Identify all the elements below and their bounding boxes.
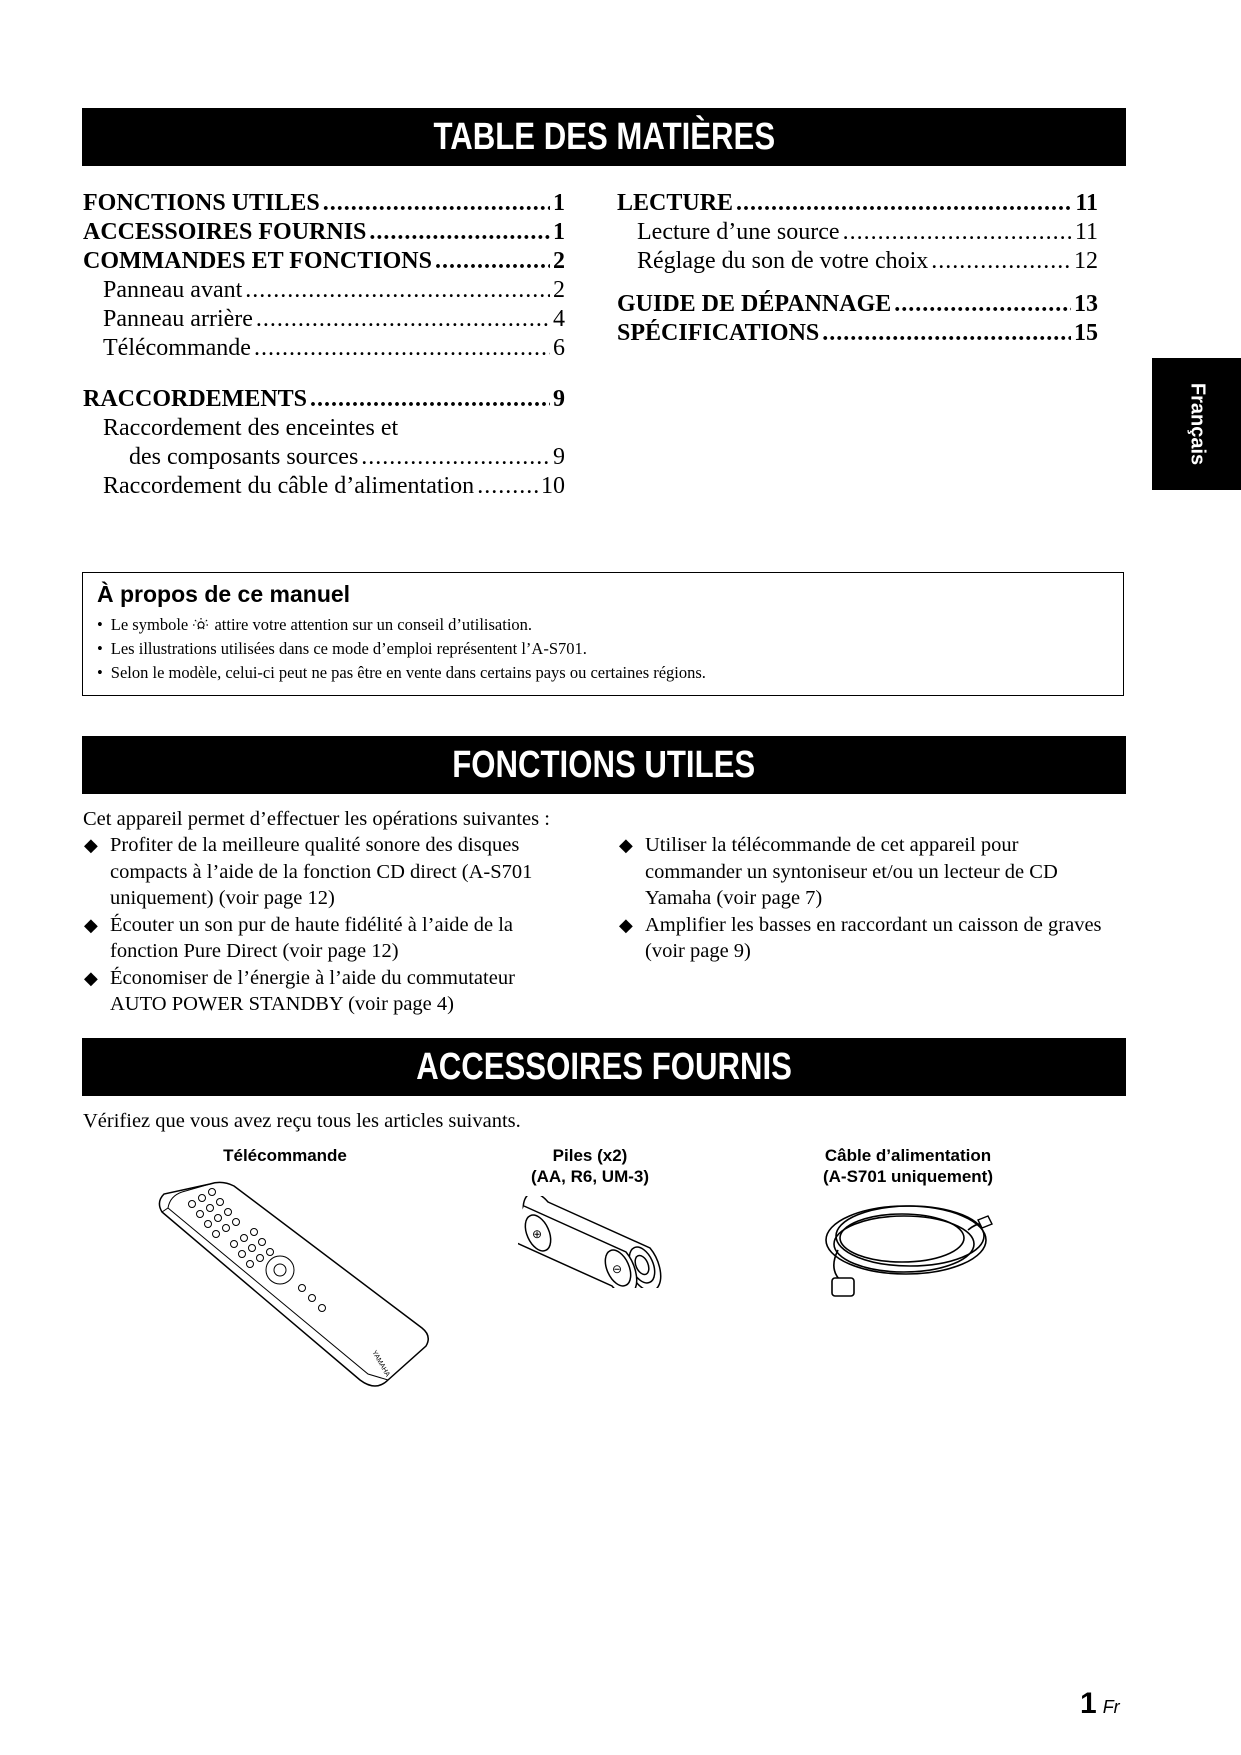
toc-entry[interactable]: Lecture d’une source ..... 11	[617, 218, 1098, 247]
diamond-bullet-icon: ◆	[84, 967, 98, 988]
toc-entry[interactable]: Réglage du son de votre choix ..... 12	[617, 247, 1098, 276]
about-manual-title: À propos de ce manuel	[97, 581, 351, 607]
about-manual-box	[82, 572, 1124, 696]
remote-control-illustration	[150, 1180, 435, 1392]
diamond-bullet-icon: ◆	[84, 835, 98, 855]
accessories-header: ACCESSOIRES FOURNIS	[82, 1038, 1126, 1096]
tip-icon	[192, 614, 210, 628]
feature-item: ◆ Écouter un son pur de haute fidélité à l’aide de la fonction Pure Direct (voir page 12)	[84, 913, 514, 962]
toc-entry-raccordement-enceintes[interactable]: des composants sources ..... 9	[83, 443, 565, 472]
toc-header: TABLE DES MATIÈRES	[82, 108, 1126, 166]
toc-left-column	[83, 189, 565, 501]
accessories-intro: Vérifiez que vous avez reçu tous les articles suivants.	[83, 1110, 521, 1132]
batteries-label: Piles (x2) (AA, R6, UM-3)	[530, 1146, 650, 1186]
toc-entry[interactable]: SPÉCIFICATIONS ..... 15	[617, 319, 1098, 348]
feature-item: ◆ Amplifier les basses en raccordant un caisson de graves (voir page 9)	[619, 913, 1102, 962]
toc-entry-raccordement-enceintes-line1[interactable]: Raccordement des enceintes et	[103, 415, 399, 441]
features-intro: Cet appareil permet d’effectuer les opérations suivantes :	[83, 808, 550, 830]
cable-label: Câble d’alimentation (A-S701 uniquement)	[822, 1146, 994, 1186]
remote-label: Télécommande	[223, 1146, 347, 1165]
toc-entry[interactable]: GUIDE DE DÉPANNAGE ..... 13	[617, 290, 1098, 319]
about-item-2: • Les illustrations utilisées dans ce mode d’emploi représentent l’A-S701.	[97, 637, 706, 661]
svg-text:⊖: ⊖	[612, 1262, 623, 1276]
svg-text:⊕: ⊕	[532, 1227, 543, 1241]
features-list-right	[618, 832, 1138, 965]
feature-item: ◆ Profiter de la meilleure qualité sonore des disques compacts à l’aide de la fonction CD direct (A-S701 uniquement) (voir page 12)	[84, 834, 533, 909]
feature-item: ◆ Économiser de l’énergie à l’aide du commutateur AUTO POWER STANDBY (voir page 4)	[84, 966, 515, 1015]
toc-entry[interactable]: ACCESSOIRES FOURNIS ..... 1	[83, 218, 565, 247]
toc-entry[interactable]: FONCTIONS UTILES ..... 1	[83, 189, 565, 218]
toc-entry[interactable]: COMMANDES ET FONCTIONS ..... 2	[83, 247, 565, 276]
about-item-1: • Le symbole attire votre attention sur un conseil d’utilisation.	[97, 613, 706, 637]
diamond-bullet-icon: ◆	[619, 914, 633, 935]
feature-item: ◆ Utiliser la télécommande de cet appareil pour commander un syntoniseur et/ou un lecteur de CD Yamaha (voir page 7)	[619, 834, 1058, 909]
features-header: FONCTIONS UTILES	[82, 736, 1126, 794]
page-number: 1 Fr	[1080, 1687, 1120, 1720]
toc-entry-raccordement-cable[interactable]: Raccordement du câble d’alimentation ..... 10	[83, 472, 565, 501]
toc-entry[interactable]: LECTURE ..... 11	[617, 189, 1098, 218]
toc-entry[interactable]: Panneau arrière ..... 4	[83, 305, 565, 334]
language-tab: Français	[1152, 358, 1241, 490]
toc-entry-raccordements[interactable]: RACCORDEMENTS ..... 9	[83, 385, 565, 414]
toc-entry[interactable]: Panneau avant ..... 2	[83, 276, 565, 305]
features-list-left	[83, 832, 603, 1018]
toc-entry[interactable]: Télécommande ..... 6	[83, 334, 565, 363]
diamond-bullet-icon: ◆	[84, 914, 98, 935]
about-item-3: • Selon le modèle, celui-ci peut ne pas être en vente dans certains pays ou certaines régions.	[97, 661, 706, 685]
svg-text:YAMAHA: YAMAHA	[370, 1349, 391, 1379]
toc-right-column	[617, 189, 1098, 348]
power-cable-illustration	[818, 1190, 994, 1302]
batteries-illustration	[518, 1196, 666, 1288]
diamond-bullet-icon: ◆	[619, 835, 633, 855]
